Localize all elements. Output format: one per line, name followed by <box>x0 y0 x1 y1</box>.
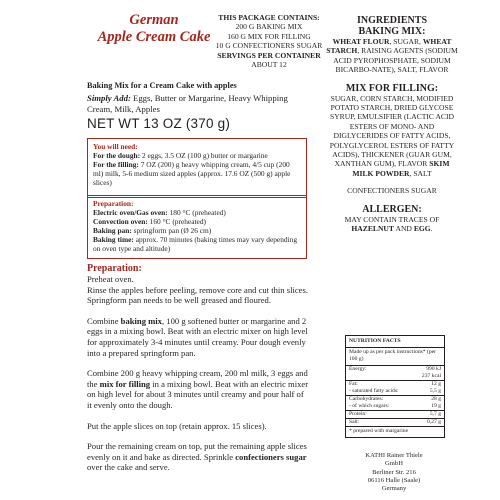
prep-bold: baking mix <box>120 315 162 326</box>
allergen-heading: ALLERGEN: <box>362 203 422 215</box>
filling-label: For the filling: <box>93 160 139 169</box>
sat-label: - saturated fatty acids: <box>349 388 399 394</box>
product-title <box>88 12 220 46</box>
prep-text: Combine 200 g heavy whipping cream, 200 ml milk, 3 eggs and the <box>87 368 308 389</box>
ingr-bold: HAZELNUT <box>351 224 394 234</box>
address-line: Berliner Str. 216 <box>372 468 416 476</box>
title-line-1: German <box>129 12 179 28</box>
package-item: 10 G CONFECTIONERS SUGAR <box>215 41 323 51</box>
dough-line <box>93 151 301 160</box>
electric-line <box>93 208 301 217</box>
filling-text: 7 OZ (200) g heavy whipping cream, 4/5 cup (200 ml) milk, 5-6 medium sized apples (approx. 17.6 OZ (500 g) apple slices) <box>93 160 291 187</box>
fat-value: 12 g <box>431 381 441 387</box>
prep-text: Pour the remaining cream on top, put the remaining apple slices evenly on it and bake as directed. Sprinkle <box>87 441 307 462</box>
energy-row <box>346 366 444 373</box>
convection-label: Convection oven: <box>93 217 148 226</box>
time-label: Baking time: <box>93 235 134 244</box>
saturated-row <box>346 388 444 396</box>
package-item: 160 G MIX FOR FILLING <box>227 31 311 41</box>
servings-value: ABOUT 12 <box>251 60 287 70</box>
prep-text: Put the apple slices on top (retain approx. 15 slices). <box>87 420 267 431</box>
sugar-value: 19 g <box>431 403 441 409</box>
prep-step <box>87 441 309 473</box>
confectioners-sugar: CONFECTIONERS SUGAR <box>347 186 437 196</box>
ingr-text: , SALT <box>409 168 432 178</box>
ingr-text: SUGAR, CORN STARCH, MODIFIED POTATO STARCH, DRIED GLYCOSE SYRUP, EMULSIFIER (LACTIC ACID ESTERS OF MONO- AND DIGLYCERIDES OF FATTY ACIDS, POLYGLYCEROL ESTERS OF FATTY ACIDS), THICKENER (GUAR GUM, XANTHAN GUM), FLAVOR <box>329 93 455 169</box>
pan-label: Baking pan: <box>93 226 132 235</box>
prep-text: over the cake and serve. <box>87 462 170 473</box>
fat-row <box>346 381 444 388</box>
carb-row <box>346 396 444 403</box>
electric-label: Electric oven/Gas oven: <box>93 208 168 217</box>
ingr-text: . <box>430 224 433 234</box>
protein-label: Protein: <box>349 411 367 417</box>
protein-row <box>346 411 444 419</box>
ingr-text: MAY CONTAIN TRACES OF <box>344 214 440 224</box>
filling-line <box>93 160 301 187</box>
energy-kcal: 237 kcal <box>421 373 441 379</box>
filling-mix-list <box>326 94 458 179</box>
protein-value: 5,7 g <box>429 411 441 417</box>
simply-add <box>87 93 307 114</box>
package-contents <box>203 13 335 69</box>
ingr-text: , RAISING AGENTS (SODIUM ACID PYROPHOSPHATE, SODIUM BICARBO-NATE), SALT, FLAVOR <box>333 46 458 75</box>
prep-text: Combine <box>87 315 121 326</box>
pan-line <box>93 226 301 235</box>
simply-add-text: Eggs, Butter or Margarine, Heavy Whipping Cream, Milk, Apples <box>87 93 288 114</box>
prep-bold: mix for filling <box>99 378 151 389</box>
prep-step-3: Springform pan needs to be well greased and floured. <box>87 295 271 306</box>
address-line: GmbH <box>385 460 403 468</box>
nutrition-title: NUTRITION FACTS <box>346 336 444 348</box>
prep-text: in a mixing bowl. Beat with an electric mixer on high level for about 3 minutes until creamy and pour half of it evenly onto the dough. <box>87 378 309 410</box>
title-line-2: Apple Cream Cake <box>97 29 211 45</box>
dough-text: 2 eggs, 3.5 OZ (100 g) butter or margarine <box>140 151 268 160</box>
tagline: Baking Mix for a Cream Cake with apples <box>87 81 237 90</box>
net-weight: NET WT 13 OZ (370 g) <box>87 116 231 131</box>
salt-label: Salt: <box>349 419 360 425</box>
ingredients-heading: INGREDIENTS <box>356 15 428 26</box>
prep-step <box>87 368 309 410</box>
you-will-need-heading: You will need: <box>93 142 138 151</box>
prep-step <box>87 274 309 306</box>
dough-label: For the dough: <box>93 151 141 160</box>
electric-text: 180 °C (preheated) <box>167 208 226 217</box>
convection-line <box>93 217 301 226</box>
baking-settings-heading: Preparation: <box>93 199 134 208</box>
salt-row <box>346 419 444 427</box>
servings-label: SERVINGS PER CONTAINER <box>217 50 321 60</box>
address-line: KATHI Rainer Thiele <box>365 452 423 459</box>
ingr-text: AND <box>393 224 414 234</box>
energy-label: Energy: <box>349 366 367 372</box>
simply-add-label: Simply Add: <box>87 93 131 103</box>
address-line: Germany <box>381 485 407 493</box>
ingredients-panel <box>326 15 458 234</box>
package-heading: THIS PACKAGE CONTAINS: <box>218 13 320 22</box>
prep-text: , 100 g softened butter or margarine and 2 eggs in a mixing bowl. Beat with an electric mixer on high level for approximately 3-4 minutes until creamy. Pour dough evenly into a prepared springform pan. <box>87 315 308 358</box>
pan-text: springform pan (Ø 26 cm) <box>131 226 212 235</box>
baking-mix-list <box>326 37 458 75</box>
energy-kcal-row <box>346 373 444 381</box>
package-item: 200 G BAKING MIX <box>235 22 303 32</box>
address-line: 06116 Halle (Saale) <box>367 476 421 484</box>
sat-value: 5,5 g <box>429 388 441 394</box>
preparation-steps <box>87 274 309 483</box>
carb-value: 28 g <box>431 396 441 402</box>
prep-step <box>87 316 309 358</box>
time-line <box>93 235 301 253</box>
manufacturer-address <box>345 452 443 493</box>
prep-step-2: Rinse the apples before peeling, remove core and cut thin slices. <box>87 284 308 295</box>
convection-text: 160 °C (preheated) <box>147 217 206 226</box>
you-will-need-box <box>87 138 307 198</box>
sugar-row <box>346 403 444 411</box>
sugar-label: - of which sugars: <box>349 403 390 409</box>
energy-kj: 990 kJ <box>426 366 441 372</box>
nutrition-note: * prepared with margarine <box>349 428 409 434</box>
ingr-bold: WHEAT STARCH <box>326 37 452 56</box>
prep-step <box>87 421 309 432</box>
prep-step-1: Preheat oven. <box>87 274 134 284</box>
fat-label: Fat: <box>349 381 358 387</box>
nutrition-facts-table <box>345 335 445 438</box>
nutrition-subtitle: Made up as per pack instructions* (per 100 g) <box>346 348 444 366</box>
filling-mix-heading: MIX FOR FILLING: <box>345 82 439 94</box>
time-text: approx. 70 minutes (baking times may vary depending on oven type and altitude) <box>93 235 298 253</box>
allergen-text <box>326 215 458 234</box>
preparation-heading: Preparation: <box>87 263 142 274</box>
baking-settings-box <box>87 195 307 259</box>
baking-mix-heading: BAKING MIX: <box>358 26 426 37</box>
carb-label: Carbohydrates: <box>349 396 384 402</box>
salt-value: 0,27 g <box>427 419 441 425</box>
ingr-bold: SKIM MILK POWDER <box>352 159 450 178</box>
prep-bold: confectioners sugar <box>235 451 307 462</box>
ingr-text: , SUGAR, <box>389 37 423 46</box>
ingr-bold: EGG <box>413 224 431 234</box>
ingr-bold: WHEAT FLOUR <box>332 37 390 46</box>
